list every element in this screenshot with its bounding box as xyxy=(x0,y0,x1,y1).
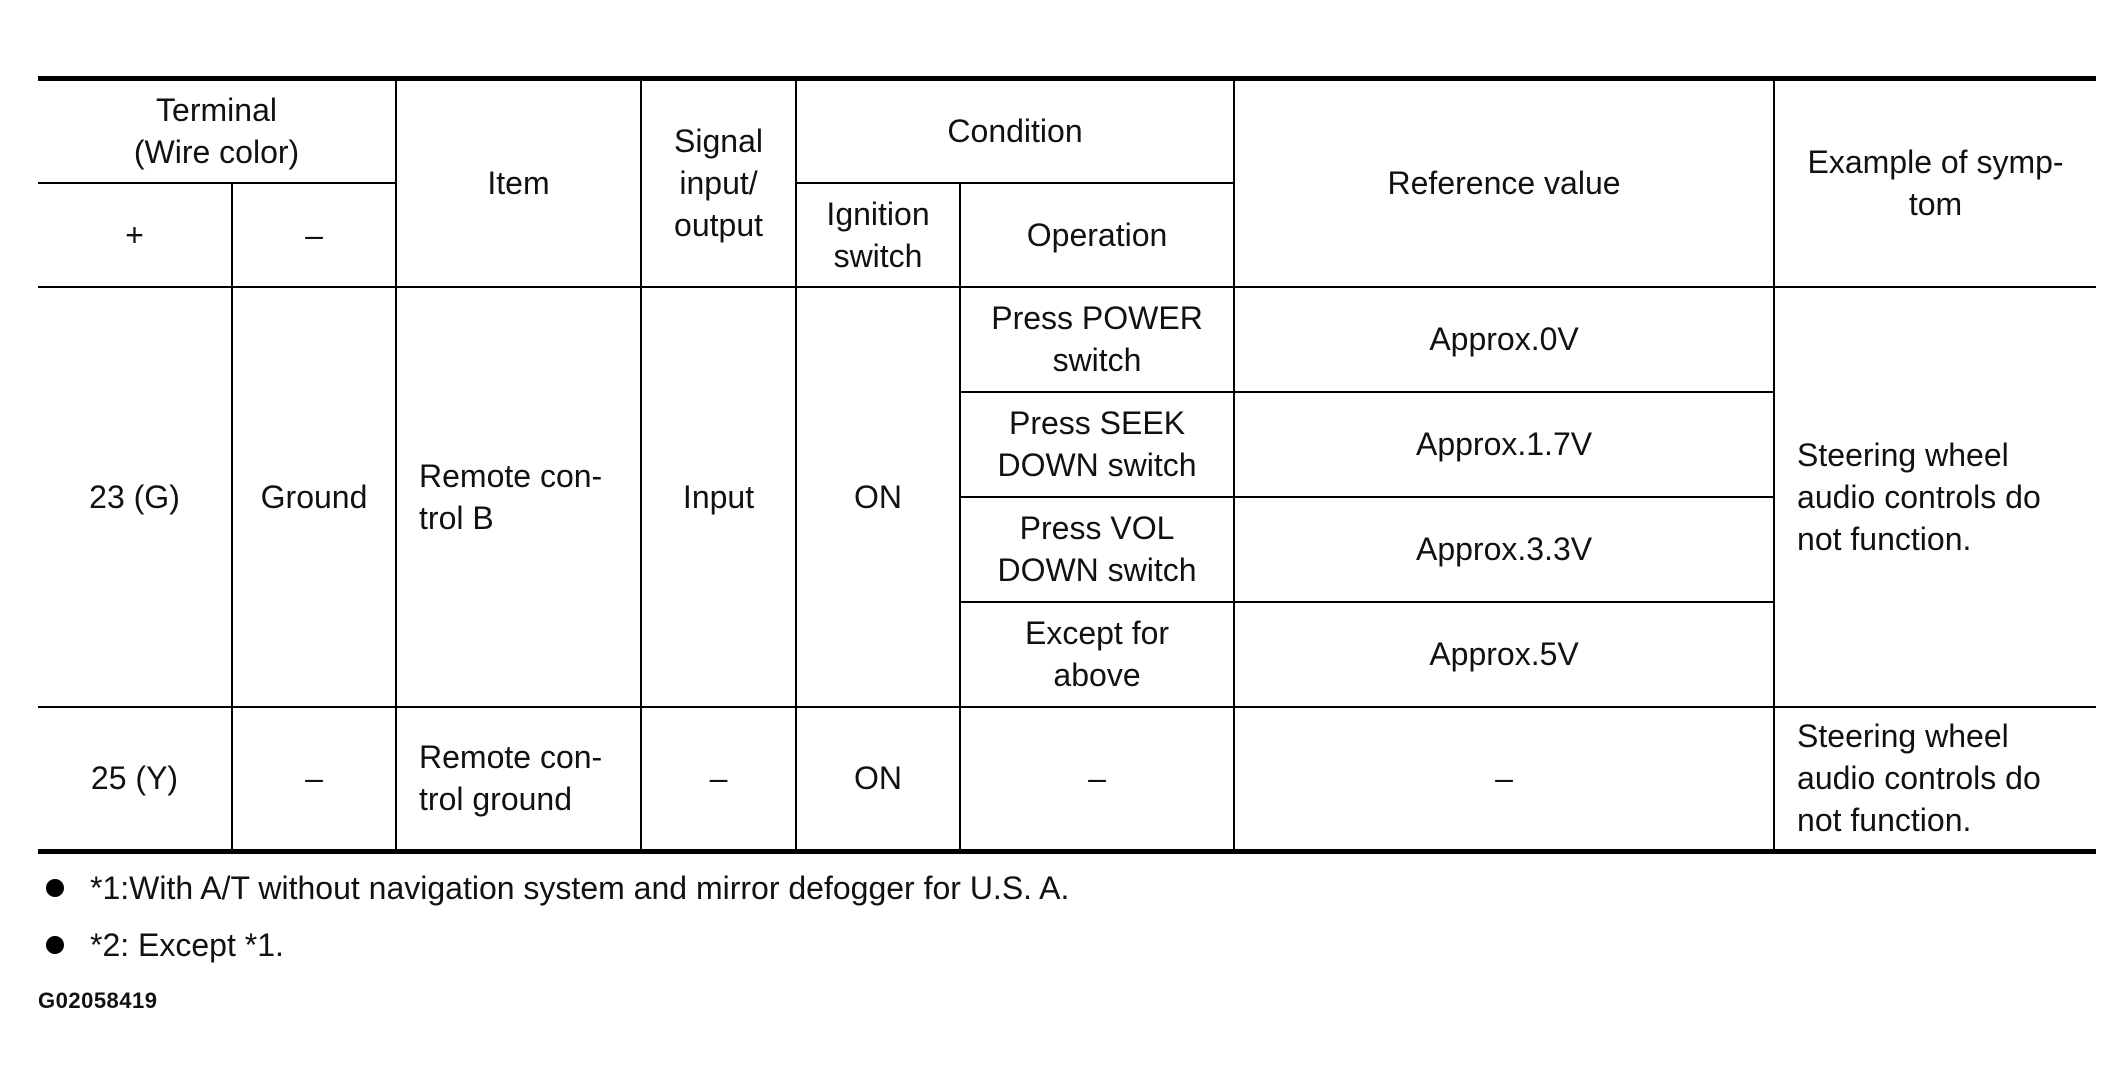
cell-signal: Input xyxy=(641,287,796,707)
footnote-text: *1:With A/T without navigation system and mirror defogger for U.S. A. xyxy=(90,870,1070,906)
table-row xyxy=(38,287,2096,392)
cell-symptom: Steering wheel audio controls do not function. xyxy=(1774,707,2096,852)
cell-operation: Press POWER switch xyxy=(960,287,1234,392)
cell-reference: Approx.5V xyxy=(1234,602,1774,707)
header-terminal: Terminal (Wire color) xyxy=(38,79,396,183)
cell-terminal-minus: Ground xyxy=(232,287,396,707)
table-row xyxy=(38,707,2096,852)
cell-item: Remote con- trol B xyxy=(396,287,641,707)
cell-reference: – xyxy=(1234,707,1774,852)
cell-ignition: ON xyxy=(796,287,960,707)
cell-symptom: Steering wheel audio controls do not function. xyxy=(1774,287,2096,707)
cell-terminal-plus: 23 (G) xyxy=(38,287,232,707)
cell-item: Remote con- trol ground xyxy=(396,707,641,852)
cell-ignition: ON xyxy=(796,707,960,852)
bullet-icon xyxy=(46,879,64,897)
header-operation: Operation xyxy=(960,183,1234,287)
cell-reference: Approx.0V xyxy=(1234,287,1774,392)
footnote-text: *2: Except *1. xyxy=(90,927,284,963)
terminal-reference-table xyxy=(38,76,2096,854)
header-reference: Reference value xyxy=(1234,79,1774,287)
terminal-reference-table-container xyxy=(38,76,2096,854)
header-signal: Signal input/ output xyxy=(641,79,796,287)
footnote-item xyxy=(38,868,2096,925)
cell-terminal-plus: 25 (Y) xyxy=(38,707,232,852)
header-condition: Condition xyxy=(796,79,1234,183)
header-row-1 xyxy=(38,79,2096,183)
header-minus: – xyxy=(232,183,396,287)
footnote-item xyxy=(38,925,2096,982)
cell-reference: Approx.1.7V xyxy=(1234,392,1774,497)
header-plus: + xyxy=(38,183,232,287)
cell-operation: Except for above xyxy=(960,602,1234,707)
cell-reference: Approx.3.3V xyxy=(1234,497,1774,602)
figure-code: G02058419 xyxy=(38,988,158,1013)
cell-operation: Press VOL DOWN switch xyxy=(960,497,1234,602)
bullet-icon xyxy=(46,936,64,954)
footnotes xyxy=(38,868,2096,982)
header-item: Item xyxy=(396,79,641,287)
cell-signal: – xyxy=(641,707,796,852)
header-symptom: Example of symp- tom xyxy=(1774,79,2096,287)
header-ignition: Ignition switch xyxy=(796,183,960,287)
cell-operation: Press SEEK DOWN switch xyxy=(960,392,1234,497)
cell-operation: – xyxy=(960,707,1234,852)
cell-terminal-minus: – xyxy=(232,707,396,852)
